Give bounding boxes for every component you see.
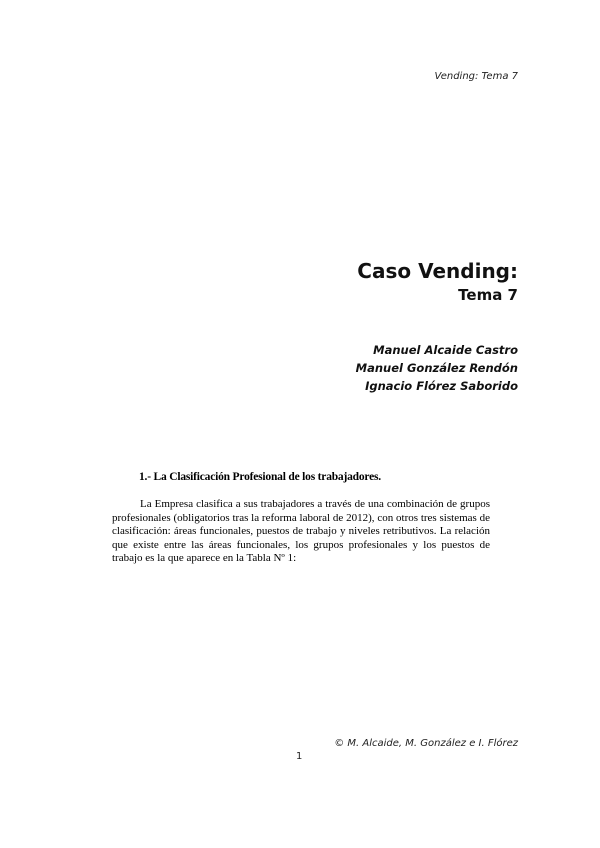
running-header: Vending: Tema 7 bbox=[434, 71, 518, 82]
document-subtitle: Tema 7 bbox=[458, 286, 518, 304]
footer-copyright: © M. Alcaide, M. González e I. Flórez bbox=[334, 738, 518, 749]
author-name: Manuel González Rendón bbox=[355, 361, 518, 375]
section-heading: 1.- La Clasificación Profesional de los trabajadores. bbox=[139, 471, 381, 483]
body-paragraph bbox=[112, 498, 490, 566]
author-name: Manuel Alcaide Castro bbox=[373, 343, 518, 357]
document-title: Caso Vending: bbox=[357, 259, 518, 283]
paragraph-text: La Empresa clasifica a sus trabajadores a través de una combinación de grupos profesionales (obligatorios tras la reforma laboral de 2012), con otros tres sistemas de clasificación: áreas funcionales, puestos de trabajo y niveles retributivos. La relación que existe entre las áreas funcionales, los grupos profesionales y los puestos de trabajo es la que aparece en la Tabla Nº 1: bbox=[112, 498, 490, 565]
page-number: 1 bbox=[296, 751, 303, 762]
author-list bbox=[356, 341, 518, 395]
title-block bbox=[357, 258, 518, 306]
author-name: Ignacio Flórez Saborido bbox=[365, 379, 518, 393]
